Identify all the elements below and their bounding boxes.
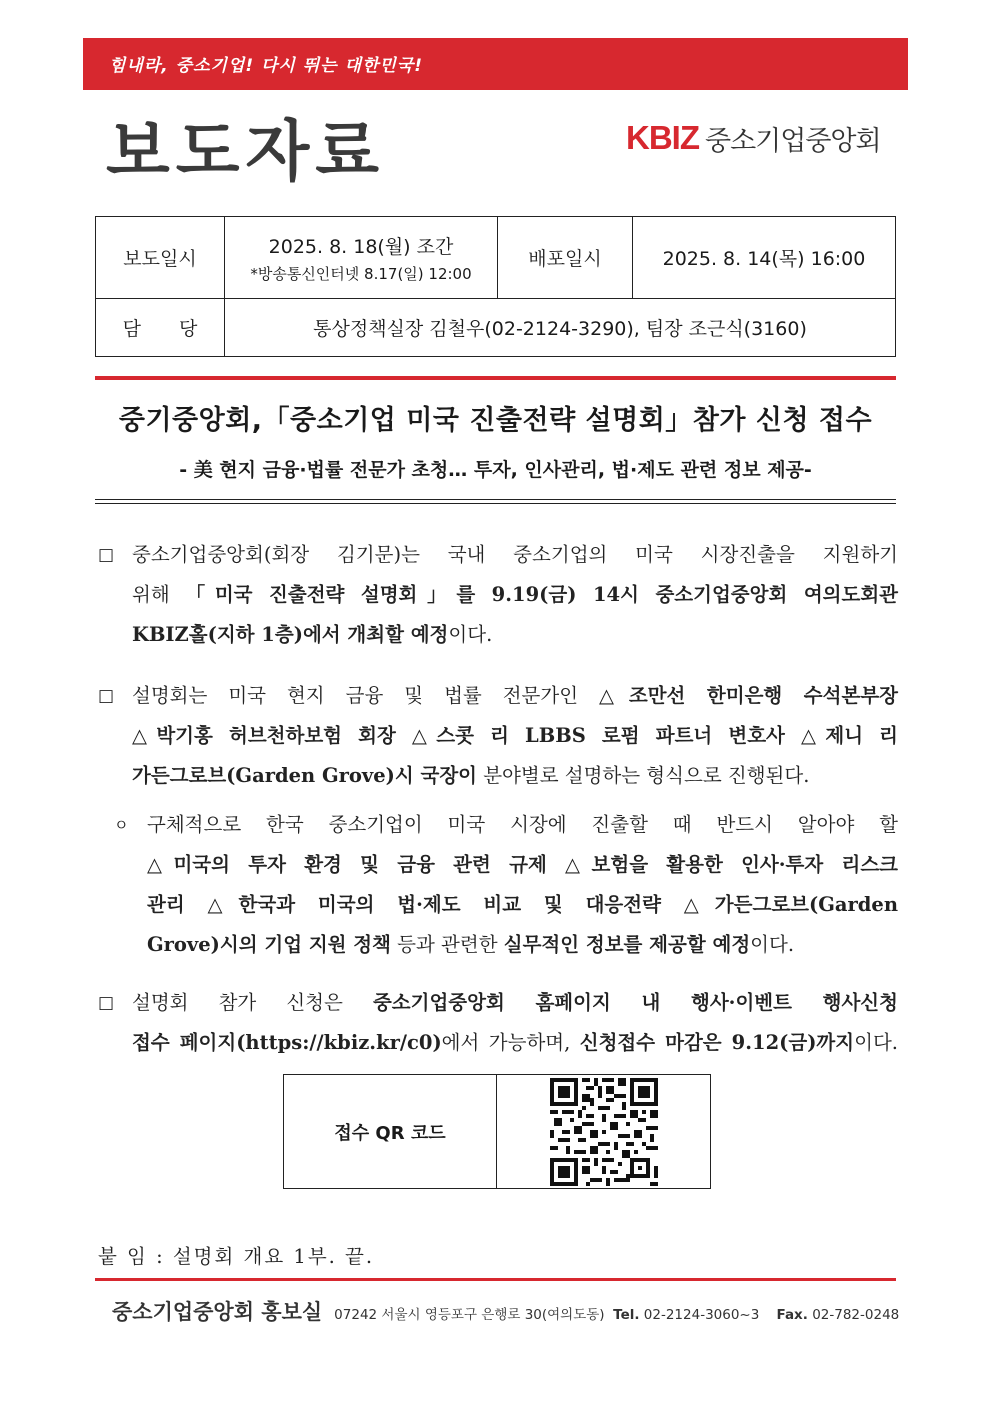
paragraph-2	[98, 676, 898, 796]
p4-l1-bold: 중소기업중앙회 홈페이지 내 행사·이벤트 행사신청	[372, 991, 898, 1014]
p4-l2-text-b: 이다.	[854, 1031, 898, 1054]
logo-brand: KBIZ	[626, 119, 699, 156]
paragraph-4	[98, 983, 898, 1063]
p3-line-1: 구체적으로 한국 중소기업이 미국 시장에 진출할 때 반드시 알아야 할	[147, 813, 898, 836]
contact-label: 담 당	[96, 299, 225, 357]
release-date: 2025. 8. 18(월) 조간	[268, 235, 454, 258]
paragraph-1	[98, 535, 898, 655]
release-date-label: 보도일시	[96, 217, 225, 299]
qr-cell	[497, 1075, 710, 1188]
square-bullet: □	[98, 545, 115, 565]
qr-code-icon[interactable]	[550, 1078, 658, 1186]
divider-double-2	[95, 503, 896, 504]
release-date-broadcast: *방송통신인터넷 8.17(일) 12:00	[250, 264, 472, 283]
p1-line-3	[132, 615, 898, 655]
p2-line-2	[132, 716, 898, 756]
footer-fax-label: Fax.	[776, 1307, 808, 1323]
distribution-date: 2025. 8. 14(목) 16:00	[633, 217, 896, 299]
p1-l3-text: 이다.	[448, 623, 493, 646]
top-banner	[83, 38, 908, 90]
p2-line-1	[132, 676, 898, 716]
p3-l2-bold: △미국의 투자 환경 및 금융 관련 규제 △보험을 활용한 인사·투자 리스크	[147, 853, 898, 876]
p1-l3-bold: KBIZ홀(지하 1층)에서 개최할 예정	[132, 623, 449, 646]
p2-l2-bold: △박기홍 허브천하보험 회장 △스콧 리 LBBS 로펌 파트너 변호사 △제니 리	[132, 724, 898, 747]
distribution-label: 배포일시	[498, 217, 633, 299]
p1-l2-text: 위해	[132, 583, 186, 606]
kbiz-logo	[626, 118, 881, 158]
p2-l3-bold: 가든그로브(Garden Grove)시 국장이	[132, 764, 478, 787]
footer-fax: 02-782-0248	[812, 1307, 900, 1323]
p3-line-4	[147, 925, 898, 965]
p1-l2-bold: 「미국 진출전략 설명회」를 9.19(금) 14시 중소기업중앙회 여의도회관	[185, 583, 899, 606]
p3-l4-text-a: 등과 관련한	[390, 933, 504, 956]
paragraph-3	[114, 805, 898, 965]
attachment-note: 붙 임 : 설명회 개요 1부. 끝.	[98, 1245, 375, 1268]
footer-org: 중소기업중앙회 홍보실	[112, 1300, 323, 1324]
footer	[112, 1296, 899, 1326]
p2-line-3	[132, 756, 898, 796]
p4-l2-text-a: 에서 가능하며,	[441, 1031, 580, 1054]
qr-table	[283, 1074, 711, 1189]
doc-type-title: 보도자료	[106, 113, 386, 190]
p4-line-2	[132, 1023, 898, 1063]
p2-l1-bold: △조만선 한미은행 수석본부장	[599, 684, 898, 707]
footer-tel-label: Tel.	[613, 1307, 640, 1323]
release-info-table	[95, 216, 896, 357]
p1-line-2	[132, 575, 898, 615]
p4-l2-bold-a: 접수 페이지(https://kbiz.kr/c0)	[132, 1031, 442, 1054]
headline: 중기중앙회,「중소기업 미국 진출전략 설명회」참가 신청 접수	[118, 405, 873, 436]
logo-org-name: 중소기업중앙회	[705, 125, 881, 157]
p4-l2-bold-b: 신청접수 마감은 9.12(금)까지	[579, 1031, 855, 1054]
p2-l3-text: 분야별로 설명하는 형식으로 진행된다.	[477, 764, 810, 787]
circle-bullet: ㅇ	[114, 816, 129, 834]
divider-double-1	[95, 499, 896, 500]
p4-line-1	[132, 983, 898, 1023]
qr-label: 접수 QR 코드	[284, 1075, 497, 1188]
footer-contact	[334, 1303, 899, 1323]
footer-address: 07242 서울시 영등포구 은행로 30(여의도동)	[334, 1307, 605, 1323]
p3-l4-bold-a: Grove)시의 기업 지원 정책	[147, 933, 391, 956]
square-bullet: □	[98, 686, 115, 706]
p3-line-3	[147, 885, 898, 925]
p3-l4-bold-b: 실무적인 정보를 제공할 예정	[503, 933, 751, 956]
p3-l3-bold: 관리 △한국과 미국의 법·제도 비교 및 대응전략 △가든그로브(Garden	[147, 893, 898, 916]
divider-red-top	[95, 376, 896, 380]
footer-tel: 02-2124-3060~3	[643, 1307, 760, 1323]
banner-slogan: 힘내라, 중소기업! 다시 뛰는 대한민국!	[109, 56, 423, 76]
subheadline: - 美 현지 금융·법률 전문가 초청… 투자, 인사관리, 법·제도 관련 정보 제공-	[179, 459, 812, 481]
p1-line-1: 중소기업중앙회(회장 김기문)는 국내 중소기업의 미국 시장진출을 지원하기	[132, 543, 898, 566]
contact-info: 통상정책실장 김철우(02-2124-3290), 팀장 조근식(3160)	[225, 299, 896, 357]
p4-l1-text: 설명회 참가 신청은	[132, 991, 373, 1014]
release-date-cell	[225, 217, 498, 299]
p3-l4-text-b: 이다.	[750, 933, 795, 956]
p2-l1-text: 설명회는 미국 현지 금융 및 법률 전문가인	[132, 684, 600, 707]
divider-red-bottom	[95, 1278, 896, 1281]
p3-line-2	[147, 845, 898, 885]
square-bullet: □	[98, 993, 115, 1013]
